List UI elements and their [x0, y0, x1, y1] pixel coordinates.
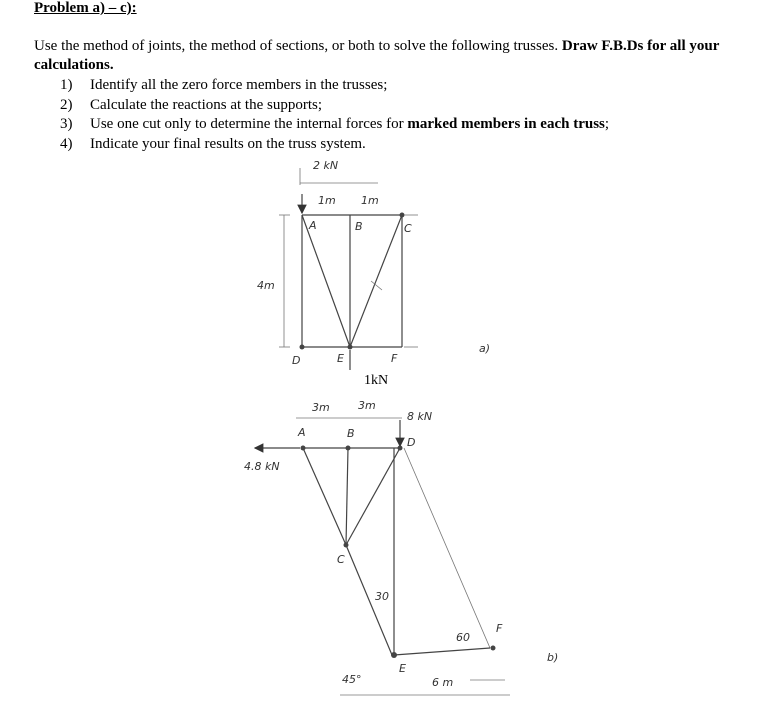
truss-b — [244, 399, 558, 695]
dim-label-2: 1m — [361, 194, 379, 207]
load-label-left: 4.8 kN — [244, 460, 280, 473]
node-label-f: F — [391, 352, 398, 365]
load-label-e: 1kN — [364, 373, 389, 388]
load-label-d: 8 kN — [407, 410, 433, 423]
member-ce — [350, 215, 402, 347]
problem-title: Problem a) – c): — [34, 0, 137, 16]
load-label-a: 2 kN — [313, 159, 339, 172]
tag-b: b) — [547, 651, 559, 664]
node-label-d-b: D — [407, 436, 416, 449]
list-number: 4) — [60, 135, 73, 152]
node-label-f-b: F — [496, 622, 503, 635]
list-number: 2) — [60, 96, 73, 113]
node-label-e-b: E — [399, 662, 406, 675]
node-label-c: C — [404, 222, 412, 235]
member-ae — [302, 215, 350, 347]
node-label-e: E — [337, 352, 344, 365]
member-ac-b — [303, 448, 346, 545]
truss-a — [257, 159, 490, 388]
member-ef-b — [394, 648, 490, 655]
node-label-a-b: A — [298, 426, 306, 439]
list-text: Indicate your final results on the truss system. — [90, 135, 366, 152]
intro-text: Use the method of joints, the method of sections, or both to solve the following trusses. — [34, 38, 559, 54]
list-number: 1) — [60, 77, 73, 93]
angle-label-45: 45° — [342, 673, 362, 686]
node-label-d: D — [292, 354, 301, 367]
tag-a: a) — [479, 342, 491, 355]
node-label-c-b: C — [337, 553, 345, 566]
intro-bold-text: Draw F.B.Ds for all your calculations. — [34, 38, 720, 73]
dim-label-1: 1m — [318, 194, 336, 207]
dim-label-b1: 3m — [312, 401, 330, 414]
list-text-pre: Use one cut only to determine the internal forces for — [90, 116, 408, 132]
list-text-bold: marked members in each truss — [407, 116, 605, 132]
list-text: Calculate the reactions at the supports; — [90, 96, 323, 113]
node-label-b: B — [355, 220, 363, 233]
dim-label-b2: 3m — [358, 399, 376, 412]
member-df-b — [404, 448, 490, 648]
height-label: 4m — [257, 279, 275, 292]
list-text-post: ; — [604, 116, 610, 132]
member-bc-b — [346, 448, 348, 545]
base-label: 6 m — [432, 676, 454, 689]
member-cd-b — [346, 448, 400, 545]
angle-label-30: 30 — [375, 590, 389, 603]
node-label-a: A — [309, 219, 317, 232]
node-label-b-b: B — [347, 427, 355, 440]
list-text: Identify all the zero force members in the trusses; — [90, 77, 388, 93]
angle-label-60: 60 — [456, 631, 470, 644]
list-number: 3) — [60, 116, 73, 132]
